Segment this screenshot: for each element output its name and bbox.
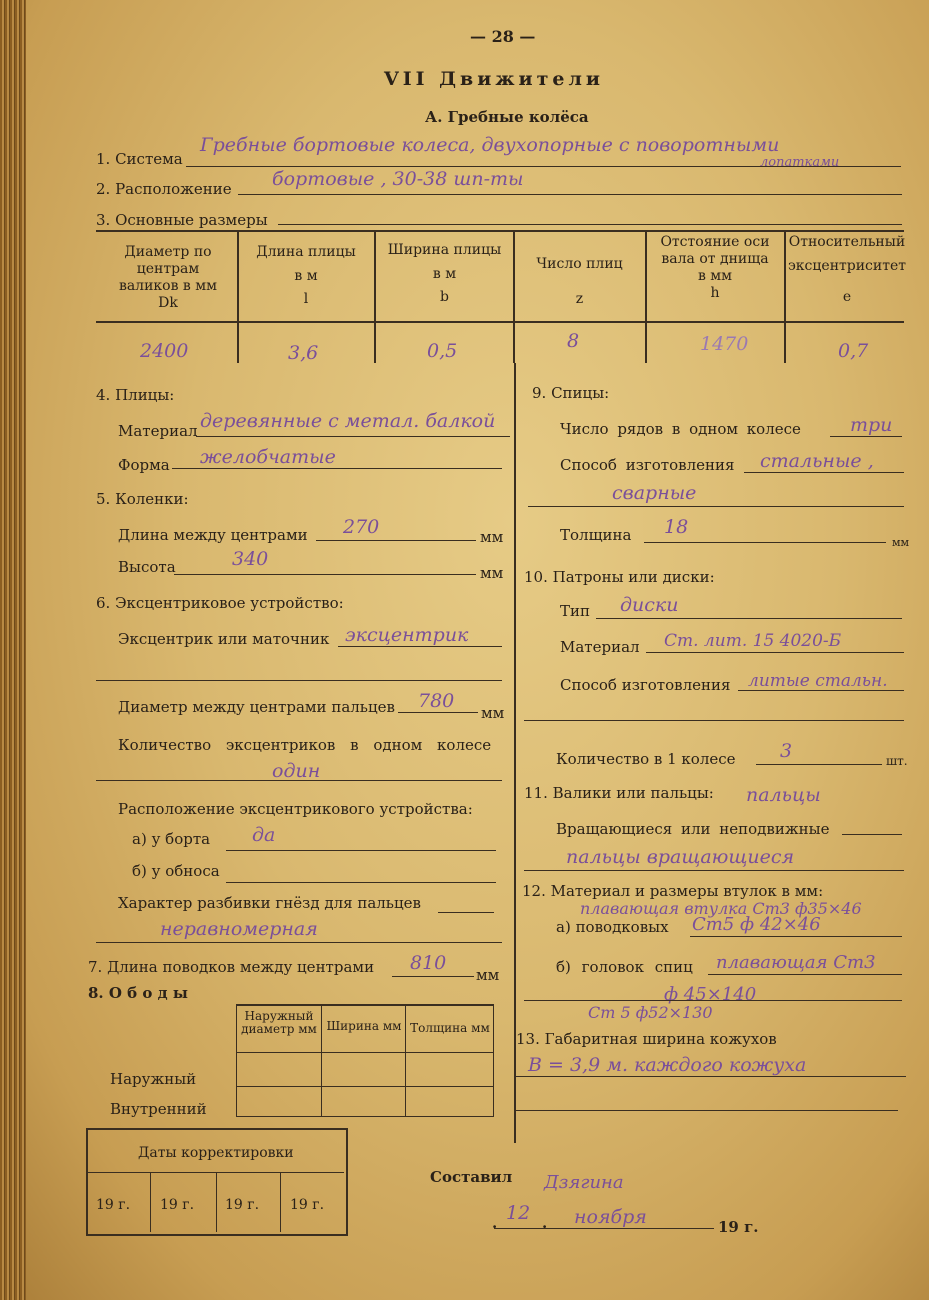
compiled-month: ноября <box>574 1206 647 1228</box>
p13-label: 13. Габаритная ширина кожухов <box>516 1030 777 1048</box>
hub-method-label: Способ изготовления <box>560 676 731 694</box>
p8-title: 8. О б о д ы <box>88 984 188 1002</box>
dims-header-width: Ширина плицы в м b <box>387 242 502 305</box>
knee-height-label: Высота <box>118 558 176 576</box>
pin-rotation-label: Вращающиеся или неподвижные <box>556 820 830 838</box>
compiled-day: 12 <box>506 1202 531 1224</box>
item-system-value: Гребные бортовые колеса, двухопорные с поворотными <box>200 134 780 156</box>
plates-material-value: деревянные с метал. балкой <box>200 410 496 432</box>
p4-title: 4. Плицы: <box>96 386 175 404</box>
item-system-value-2: лопатками <box>760 155 840 170</box>
p12-label: 12. Материал и размеры втулок в мм: <box>522 882 824 900</box>
spoke-method-label: Способ изготовления <box>560 456 735 474</box>
dims-header-count: Число плиц z <box>536 256 623 307</box>
drive-rod-length-label: 7. Длина поводков между центрами <box>88 958 375 976</box>
p11-value: пальцы <box>746 784 821 806</box>
hub-count-label: Количество в 1 колесе <box>556 750 736 768</box>
spoke-thickness-value: 18 <box>664 516 689 538</box>
finger-diameter-unit: мм <box>481 704 505 722</box>
p10-title: 10. Патроны или диски: <box>524 568 715 586</box>
document-page: — 28 — VII Движители А. Гребные колёса 1. Система Гребные бортовые колеса, двухопорные с поворотными лопатками 2. Расположение бортовые , 30-38 шп-ты 3. Основные размеры Диаметр по центрам валиков в мм Dk Длина плицы в м l Ширина плицы в м b Число плиц z Отстояние оси вала от днища в мм h Относительный эксцентриситет e 2400 3,6 0,5 8 1470 0,7 4. Плицы: Материал деревянные с метал. балкой Форма желобчатые 5. Коленки: Длина между центрами 270 мм Высота 340 мм 6. Эксцентриковое устройство: Эксцентрик или маточник эксцентрик Диаметр между центрами пальцев 780 мм Количество эксцентриков в одном колесе один Расположение эксцентрикового устройства: а) у борта да б) у обноса Характер разбивки гнёзд для пальцев неравномерная 7. Длина поводков между центрами 810 мм 8. О б о д ы Наружный диаметр мм Ширина мм Толщина мм Наружный Внутренний Даты корректировки 19 г. 19 г. 19 г. 19 г. 9. Спицы: Число рядов в одном колесе три Способ изготовления стальные , сварные Толщина 18 мм 10. Патроны или диски: Тип диски Материал Ст. лит. 15 4020-Б Способ изготовления литые стальн. Количество в 1 колесе 3 шт. 11. Валики или пальцы: пальцы Вращающиеся или неподвижные пальцы вращающиеся 12. Материал и размеры втулок в мм: плавающая втулка Ст3 ф35×46 а) поводковых Ст5 ф 42×46 б) головок спиц плавающая Ст3 ф 45×140 Ст 5 ф52×130 13. Габаритная ширина кожухов В = 3,9 м. каждого кожуха Составил Дзягина . 12 . ноября 19 г. <box>0 0 929 1300</box>
dims-value-height: 1470 <box>700 333 749 355</box>
spoke-rows-label: Число рядов в одном колесе <box>560 420 801 438</box>
item-system-label: 1. Система <box>96 150 183 168</box>
item-location-label: 2. Расположение <box>96 180 232 198</box>
compiled-signature: Дзягина <box>544 1172 624 1193</box>
knee-length-label: Длина между центрами <box>118 526 308 544</box>
socket-pattern-label: Характер разбивки гнёзд для пальцев <box>118 894 421 912</box>
eccentric-type-value: эксцентрик <box>345 624 469 646</box>
finger-diameter-value: 780 <box>418 690 455 712</box>
hub-type-value: диски <box>620 594 679 616</box>
knee-height-value: 340 <box>232 548 269 570</box>
eccentric-type-label: Эксцентрик или маточник <box>118 630 330 648</box>
hub-material-value: Ст. лит. 15 4020-Б <box>664 631 842 651</box>
compiled-year: 19 г. <box>718 1218 759 1236</box>
bushing-lead-value: Ст5 ф 42×46 <box>692 914 821 935</box>
location-sponson-label: б) у обноса <box>132 862 220 880</box>
bushing-head-value: плавающая Ст3 <box>716 952 876 973</box>
page-number: — 28 — <box>470 27 536 46</box>
p12-note: плавающая втулка Ст3 ф35×46 <box>580 899 862 918</box>
item-location-value: бортовые , 30-38 шп-ты <box>272 168 524 190</box>
hub-type-label: Тип <box>560 602 590 620</box>
hub-count-value: 3 <box>780 740 793 762</box>
dims-header-diameter: Диаметр по центрам валиков в мм Dk <box>118 244 218 311</box>
dims-table-header-border <box>96 321 904 323</box>
hub-material-label: Материал <box>560 638 640 656</box>
dims-value-diameter: 2400 <box>140 340 189 362</box>
dims-value-count: 8 <box>567 330 580 352</box>
section-title: VII Движители <box>384 68 604 90</box>
finger-diameter-label: Диаметр между центрами пальцев <box>118 698 395 716</box>
hub-method-value: литые стальн. <box>748 671 888 691</box>
column-divider <box>514 363 516 1143</box>
knee-height-unit: мм <box>480 564 504 582</box>
spoke-thickness-label: Толщина <box>560 526 632 544</box>
dims-value-eccentricity: 0,7 <box>838 340 869 362</box>
corrections-title: Даты корректировки <box>138 1145 294 1161</box>
location-board-value: да <box>252 824 276 846</box>
item-dimensions-label: 3. Основные размеры <box>96 211 268 229</box>
drive-rod-length-value: 810 <box>410 952 447 974</box>
correction-date-4: 19 г. <box>290 1197 325 1213</box>
rim-header-outer-diameter: Наружный диаметр мм <box>241 1009 317 1036</box>
dims-header-height: Отстояние оси вала от днища в мм h <box>660 234 770 301</box>
spoke-method-value-2: сварные <box>612 482 697 504</box>
p6-title: 6. Эксцентриковое устройство: <box>96 594 344 612</box>
rim-header-width: Ширина мм <box>326 1019 402 1033</box>
spoke-thickness-unit: мм <box>892 536 910 549</box>
correction-date-2: 19 г. <box>160 1197 195 1213</box>
location-board-label: а) у борта <box>132 830 211 848</box>
spoke-rows-value: три <box>850 414 893 436</box>
plates-form-label: Форма <box>118 456 170 474</box>
plates-form-value: желобчатые <box>200 446 336 468</box>
p13-value: В = 3,9 м. каждого кожуха <box>528 1054 807 1076</box>
dims-table-top-border <box>96 230 904 232</box>
socket-pattern-value: неравномерная <box>160 918 318 940</box>
correction-date-3: 19 г. <box>225 1197 260 1213</box>
subsection-title: А. Гребные колёса <box>425 108 589 126</box>
bushing-head-value-3: Ст 5 ф52×130 <box>588 1003 713 1022</box>
bushing-head-label: б) головок спиц <box>556 958 693 976</box>
dims-header-eccentricity: Относительный эксцентриситет e <box>787 234 907 305</box>
p9-title: 9. Спицы: <box>532 384 610 402</box>
p11-label: 11. Валики или пальцы: <box>524 784 714 802</box>
plates-material-label: Материал <box>118 422 198 440</box>
rim-row-outer: Наружный <box>110 1070 197 1088</box>
dims-value-length: 3,6 <box>288 342 319 364</box>
compiled-label: Составил <box>430 1168 513 1186</box>
eccentric-count-label: Количество эксцентриков в одном колесе <box>118 736 492 754</box>
rim-row-inner: Внутренний <box>110 1100 207 1118</box>
spoke-method-value: стальные , <box>760 450 874 472</box>
knee-length-value: 270 <box>343 516 380 538</box>
bushing-head-value-2: ф 45×140 <box>664 984 757 1005</box>
dims-value-width: 0,5 <box>427 340 458 362</box>
p5-title: 5. Коленки: <box>96 490 189 508</box>
correction-date-1: 19 г. <box>96 1197 131 1213</box>
rim-table-top-border <box>236 1004 494 1006</box>
knee-length-unit: мм <box>480 528 504 546</box>
drive-rod-length-unit: мм <box>476 966 500 984</box>
rim-header-thickness: Толщина мм <box>410 1021 490 1035</box>
pin-rotation-value: пальцы вращающиеся <box>566 846 795 868</box>
bushing-lead-label: а) поводковых <box>556 918 669 936</box>
hub-count-unit: шт. <box>886 754 908 768</box>
dims-header-length: Длина плицы в м l <box>256 244 356 307</box>
eccentric-count-value: один <box>272 760 321 782</box>
eccentric-location-label: Расположение эксцентрикового устройства: <box>118 800 473 818</box>
book-binding-edge <box>0 0 26 1300</box>
